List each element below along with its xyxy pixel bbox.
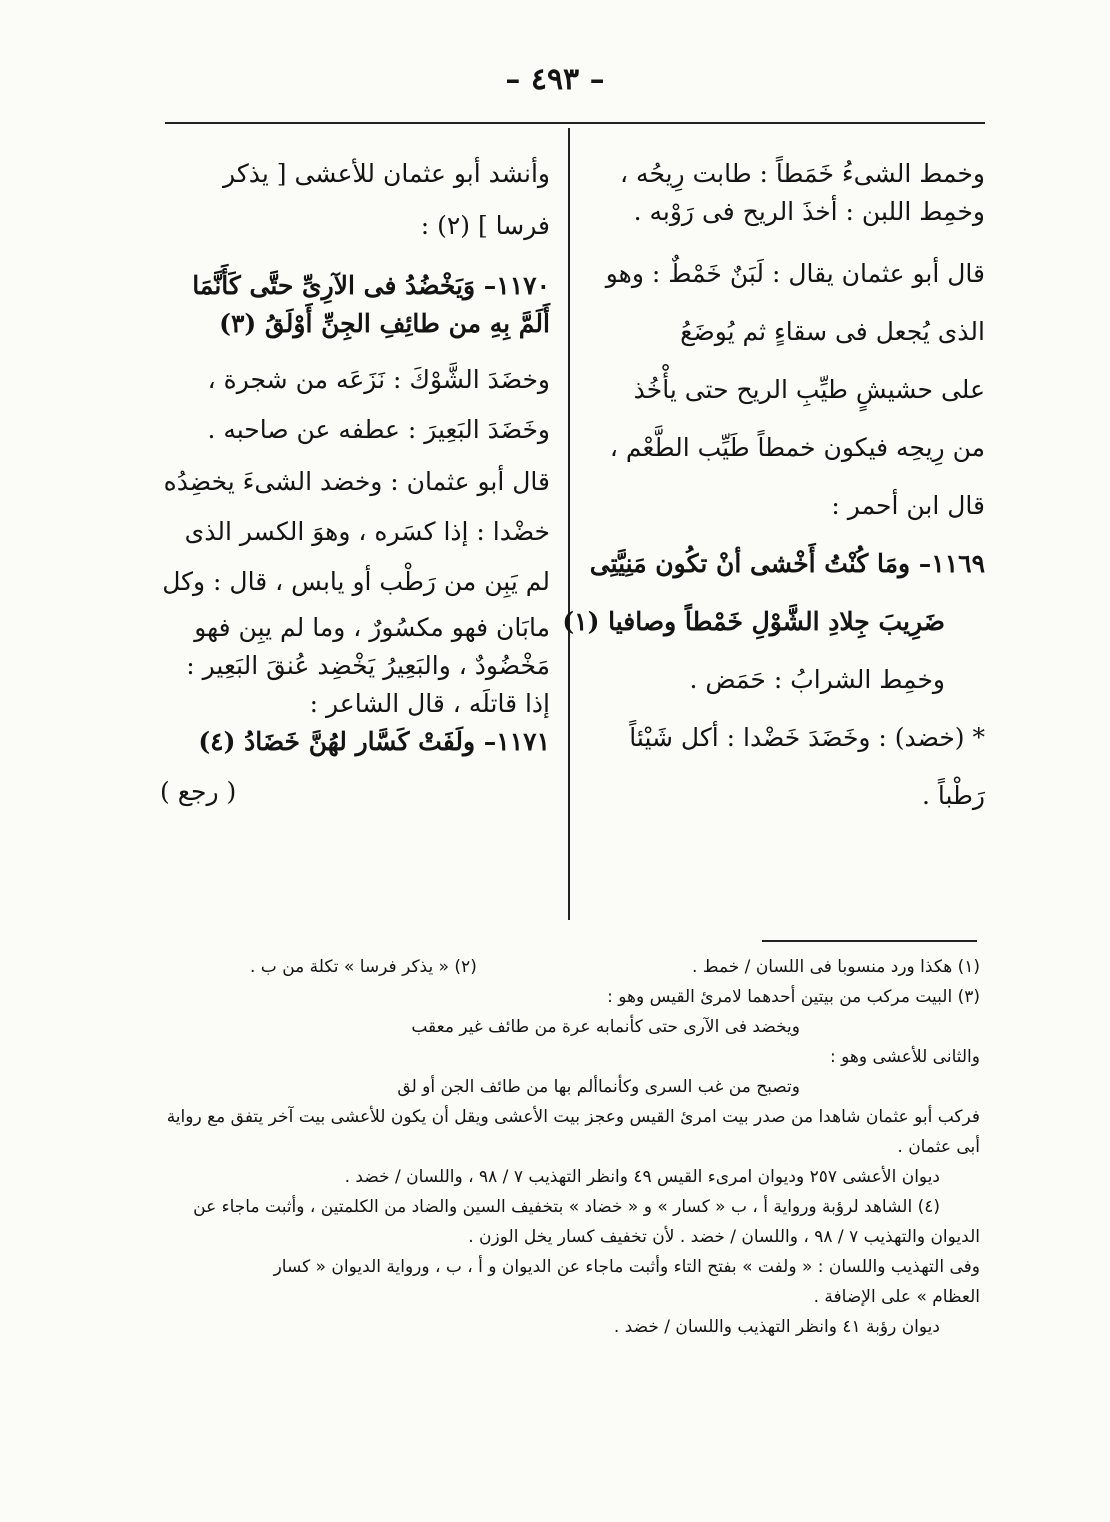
page-number: – ٤٩٣ –	[505, 62, 605, 97]
return-marker: ( رجع )	[160, 777, 237, 806]
text-line: إذا قاتلَه ، قال الشاعر :	[309, 689, 550, 718]
text-line: مابَان فهو مكسُورٌ ، وما لم يبِن فهو	[194, 613, 550, 642]
footnote-2: (٢) « يذكر فرسا » تكلة من ب .	[250, 957, 477, 977]
text-line: على حشيشٍ طيِّبِ الريح حتى يأْخُذ	[633, 375, 985, 404]
verse-line: ضَرِيبَ جِلادِ الشَّوْلِ خَمْطاً وصافيا (١)	[562, 607, 945, 636]
footnote-3: (٣) البيت مركب من بيتين أحدهما لامرئ القيس وهو :	[607, 987, 980, 1007]
text-line: وأنشد أبو عثمان للأعشى [ يذكر	[223, 159, 550, 188]
text-line: وخَضَدَ البَعِيرَ : عطفه عن صاحبه .	[207, 415, 550, 444]
text-line: رَطْباً .	[921, 781, 985, 810]
footnote-4: (٤) الشاهد لرؤبة ورواية أ ، ب « كسار » و « خضاد » بتخفيف السين والضاد من الكلمتين ، وأثبت ماجاء عن	[193, 1197, 940, 1217]
text-line: قال أبو عثمان : وخضد الشىءَ يخضِدُه	[163, 467, 550, 496]
footnote-rule	[762, 940, 977, 942]
text-line: قال ابن أحمر :	[831, 491, 985, 520]
text-line: مَخْضُودٌ ، والبَعِيرُ يَخْضِد عُنقَ البَعِير :	[186, 651, 550, 680]
text-line: الذى يُجعل فى سقاءٍ ثم يُوضَعُ	[680, 317, 985, 346]
verse-line: ١١٦٩– ومَا كُنْتُ أَخْشى أنْ تكُون مَنِيَّتِى	[589, 549, 985, 578]
text-line: خضْدا : إذا كسَره ، وهوَ الكسر الذى	[184, 517, 550, 546]
footnote-verse: به عرة من طائف غير معقب	[411, 1017, 610, 1037]
footnote-1: (١) هكذا ورد منسوبا فى اللسان / خمط .	[692, 957, 980, 977]
footnote-verse: ألم بها من طائف الجن أو لق	[397, 1077, 598, 1097]
text-line: وخمط الشىءُ خَمَطاً : طابت رِيحُه ،	[620, 159, 985, 188]
text-line: وخمِط الشرابُ : حَمَض .	[689, 665, 945, 694]
verse-line: أَلَمَّ بِهِ من طائِفِ الجِنِّ أَوْلَقُ (٣)	[219, 309, 550, 338]
footnote-text: والثانى للأعشى وهو :	[829, 1047, 980, 1067]
text-line: فرسا ] (٢) :	[420, 211, 550, 240]
verse-line: ١١٧١– ولَفَتْ كَسَّار لهُنَّ خَضَادُ (٤)	[198, 727, 550, 756]
footnote-text: ديوان رؤبة ٤١ وانظر التهذيب واللسان / خضد .	[613, 1317, 940, 1337]
column-divider	[568, 128, 570, 920]
entry-heading: * (خضد) : وخَضَدَ خَضْدا : أكل شَيْئاً	[629, 723, 985, 752]
footnote-text: العظام » على الإضافة .	[813, 1287, 980, 1307]
footnotes	[160, 952, 980, 1342]
footnote-verse: وتصبح من غب السرى وكأنما	[597, 1077, 800, 1097]
footnote-text: وفى التهذيب واللسان : « ولفت » بفتح التاء وأثبت ماجاء عن الديوان و أ ، ب ، ورواية الديوان « كسار	[273, 1257, 980, 1277]
footnote-text: فركب أبو عثمان شاهدا من صدر بيت امرئ القيس وعجز بيت الأعشى ويقل أن يكون للأعشى بيت آخر يتفق مع رواية	[166, 1107, 980, 1127]
left-column	[160, 155, 550, 811]
header-rule	[165, 122, 985, 124]
footnote-text: أبى عثمان .	[897, 1137, 980, 1157]
text-line: لم يَبِن من رَطْب أو يابس ، قال : وكل	[162, 567, 550, 596]
footnote-text: الديوان والتهذيب ٧ / ٩٨ ، واللسان / خضد . لأن تخفيف كسار يخل الوزن .	[468, 1227, 980, 1247]
right-column	[562, 155, 985, 815]
footnote-verse: ويخضد فى الآرى حتى كأنما	[609, 1017, 800, 1037]
text-line: وخمِط اللبن : أخذَ الريح فى رَوْبه .	[633, 197, 985, 226]
text-line: من رِيحِه فيكون خمطاً طَيِّب الطَّعْم ،	[609, 433, 985, 462]
text-line: وخضَدَ الشَّوْكَ : نَزَعَه من شجرة ،	[207, 365, 550, 394]
verse-line: ١١٧٠– وَيَخْضُدُ فى الآرِىِّ حتَّى كَأَنَّمَا	[192, 271, 550, 300]
footnote-text: ديوان الأعشى ٢٥٧ وديوان امرىء القيس ٤٩ وانظر التهذيب ٧ / ٩٨ ، واللسان / خضد .	[344, 1167, 940, 1187]
text-line: قال أبو عثمان يقال : لَبَنٌ خَمْطٌ : وهو	[605, 259, 985, 288]
